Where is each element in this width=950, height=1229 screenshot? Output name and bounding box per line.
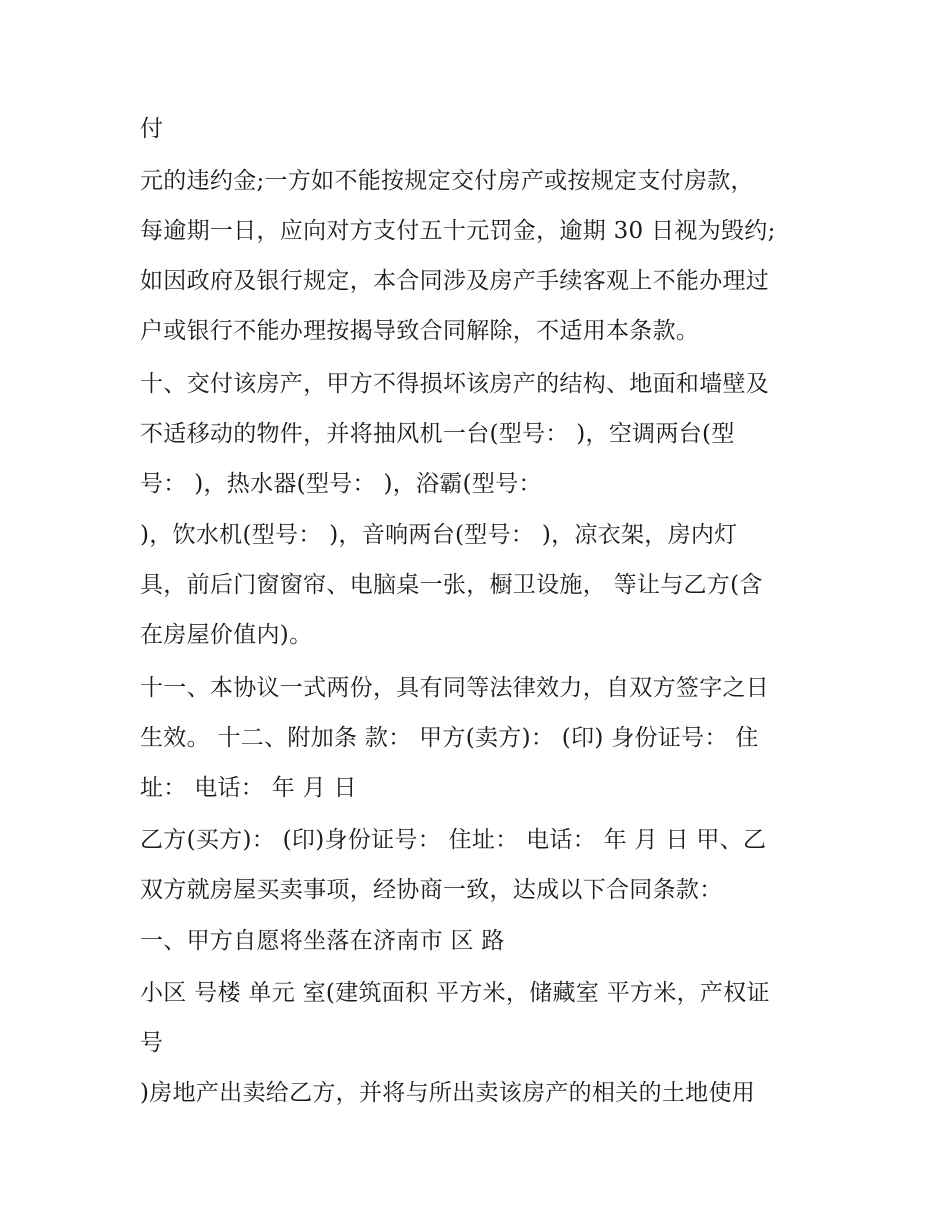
text-line: 址： 电话： 年 月 日 [140,775,357,801]
text-line: 号： )，热水器(型号： )，浴霸(型号： [140,471,542,497]
text-line: 小区 号楼 单元 室(建筑面积 平方米，储藏室 平方米，产权证 [140,980,770,1006]
text-line: 不适移动的物件，并将抽风机一台(型号： )，空调两台(型 [140,421,735,447]
text-line: 具，前后门窗窗帘、电脑桌一张，橱卫设施， 等让与乙方(含 [140,572,763,598]
text-line: 乙方(买方)： (印)身份证号： 住址： 电话： 年 月 日 甲、乙 [140,827,767,853]
text-line: 每逾期一日，应向对方支付五十元罚金，逾期 30 日视为毁约; [140,218,776,244]
text-line: 生效。 十二、附加条 款： 甲方(卖方)： (印) 身份证号： 住 [140,725,759,751]
text-line: 一、甲方自愿将坐落在济南市 区 路 [140,928,505,954]
text-line: 号 [140,1030,164,1056]
text-line: 十、交付该房产，甲方不得损坏该房产的结构、地面和墙壁及 [140,371,770,397]
text-line: 元的违约金;一方如不能按规定交付房产或按规定支付房款， [140,168,754,194]
text-line: 双方就房屋买卖事项，经协商一致，达成以下合同条款： [140,877,723,903]
text-line: 十一、本协议一式两份，具有同等法律效力，自双方签字之日 [140,675,770,701]
text-line: 付 [140,116,164,142]
text-line: 户或银行不能办理按揭导致合同解除，不适用本条款。 [140,318,700,344]
text-line: )，饮水机(型号： )，音响两台(型号： )，凉衣架，房内灯 [140,522,738,548]
text-line: 在房屋价值内)。 [140,622,313,648]
text-line: 如因政府及银行规定，本合同涉及房产手续客观上不能办理过 [140,268,770,294]
text-line: )房地产出卖给乙方，并将与所出卖该房产的相关的土地使用 [140,1080,756,1106]
